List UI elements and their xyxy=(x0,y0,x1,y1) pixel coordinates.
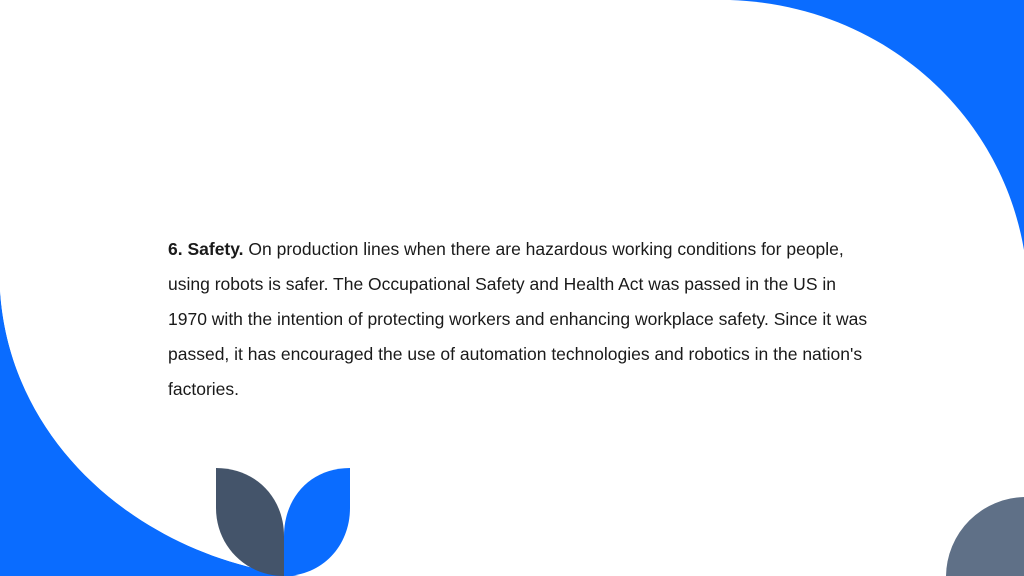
two-leaf-icon xyxy=(216,468,350,576)
paragraph-heading: 6. Safety. xyxy=(168,239,244,259)
logo-left-leaf xyxy=(216,468,284,576)
paragraph-body: On production lines when there are hazardous working conditions for people, using robots is safer. The Occupational Safety and Health Act was passed in the US in 1970 with the intention of protecting workers and enhancing workplace safety. Since it was passed, it has encouraged the use of automation technologies and robotics in the nation's factories. xyxy=(168,239,868,399)
logo-right-leaf xyxy=(284,468,350,576)
slide-paragraph xyxy=(168,232,868,407)
